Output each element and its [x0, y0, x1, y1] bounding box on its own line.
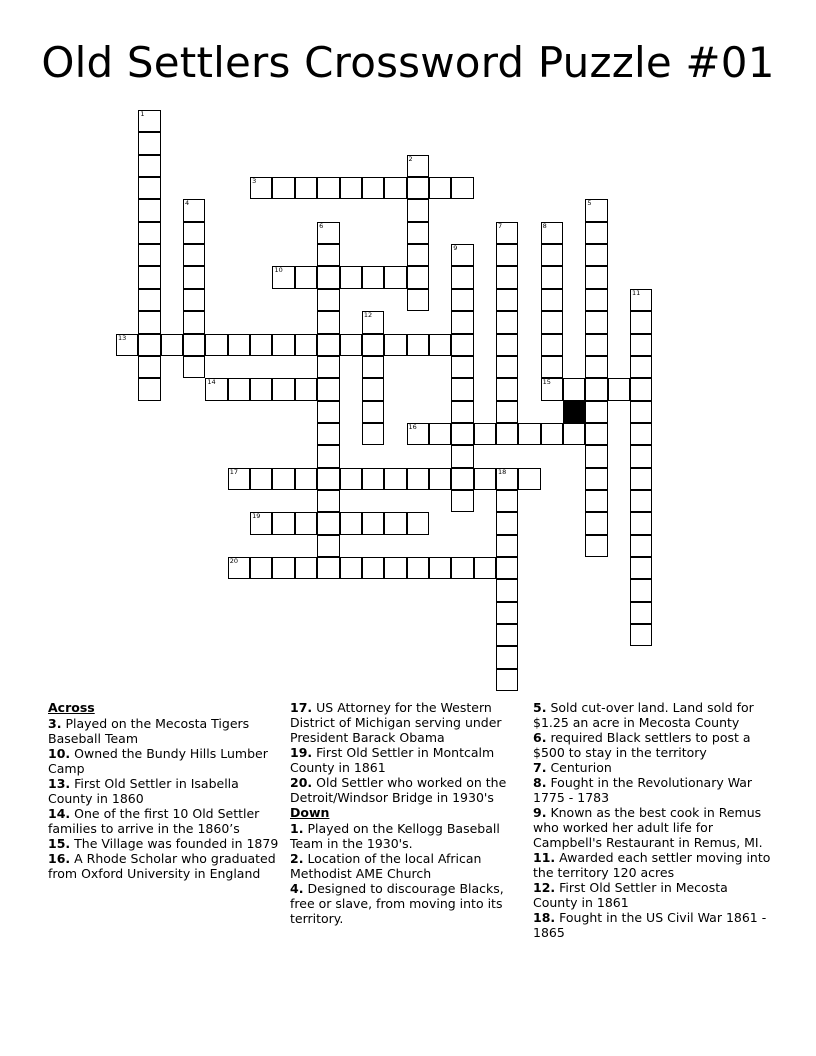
- grid-cell[interactable]: [228, 557, 250, 579]
- grid-cell[interactable]: [585, 378, 607, 400]
- grid-cell[interactable]: [474, 468, 496, 490]
- grid-cell[interactable]: [317, 557, 339, 579]
- grid-cell[interactable]: [205, 378, 227, 400]
- grid-cell[interactable]: [474, 557, 496, 579]
- grid-cell[interactable]: [317, 445, 339, 467]
- clue-across-13: 13. First Old Settler in Isabella County in 1860: [48, 776, 239, 806]
- grid-cell[interactable]: [250, 512, 272, 534]
- grid-cell[interactable]: [317, 289, 339, 311]
- grid-cell[interactable]: [451, 356, 473, 378]
- clue-down-1: 1. Played on the Kellogg Baseball Team in the 1930's.: [290, 821, 500, 851]
- clue-number: 13: [118, 333, 127, 342]
- clue-across-14: 14. One of the first 10 Old Settler families to arrive in the 1860’s: [48, 806, 260, 836]
- grid-cell[interactable]: [451, 266, 473, 288]
- grid-cell[interactable]: [250, 468, 272, 490]
- grid-cell[interactable]: [362, 378, 384, 400]
- grid-cell[interactable]: [451, 177, 473, 199]
- grid-cell[interactable]: [585, 222, 607, 244]
- grid-cell[interactable]: [183, 289, 205, 311]
- grid-cell[interactable]: [630, 356, 652, 378]
- grid-cell[interactable]: [429, 468, 451, 490]
- grid-cell[interactable]: [451, 289, 473, 311]
- grid-cell[interactable]: [272, 378, 294, 400]
- clue-down-11: 11. Awarded each settler moving into the territory 120 acres: [533, 850, 771, 880]
- grid-cell[interactable]: [496, 334, 518, 356]
- clue-across-17: 17. US Attorney for the Western District of Michigan serving under President Barack Obama: [290, 700, 502, 745]
- grid-cell[interactable]: [451, 244, 473, 266]
- grid-cell[interactable]: [205, 334, 227, 356]
- grid-cell[interactable]: [585, 199, 607, 221]
- grid-cell[interactable]: [362, 557, 384, 579]
- grid-cell[interactable]: [384, 512, 406, 534]
- grid-cell[interactable]: [340, 468, 362, 490]
- grid-cell[interactable]: [362, 356, 384, 378]
- grid-cell[interactable]: [138, 110, 160, 132]
- clue-number: 14: [207, 378, 216, 387]
- grid-cell[interactable]: [630, 624, 652, 646]
- grid-cell[interactable]: [496, 378, 518, 400]
- grid-cell[interactable]: [585, 490, 607, 512]
- grid-cell[interactable]: [228, 334, 250, 356]
- grid-cell[interactable]: [630, 378, 652, 400]
- grid-cell[interactable]: [496, 579, 518, 601]
- clue-across-16: 16. A Rhode Scholar who graduated from Oxford University in England: [48, 851, 276, 881]
- grid-cell[interactable]: [496, 512, 518, 534]
- grid-cell[interactable]: [585, 289, 607, 311]
- grid-cell[interactable]: [340, 177, 362, 199]
- grid-cell[interactable]: [317, 468, 339, 490]
- grid-cell[interactable]: [496, 222, 518, 244]
- grid-cell[interactable]: [407, 155, 429, 177]
- grid-cell[interactable]: [295, 266, 317, 288]
- grid-cell[interactable]: [630, 579, 652, 601]
- grid-cell[interactable]: [295, 177, 317, 199]
- grid-cell[interactable]: [407, 222, 429, 244]
- grid-cell[interactable]: [317, 311, 339, 333]
- grid-cell[interactable]: [585, 266, 607, 288]
- grid-cell[interactable]: [541, 311, 563, 333]
- clue-number: 6: [319, 221, 324, 230]
- grid-cell[interactable]: [608, 378, 630, 400]
- grid-cell[interactable]: [541, 222, 563, 244]
- clue-number: 16: [408, 422, 417, 431]
- grid-cell[interactable]: [496, 557, 518, 579]
- grid-cell[interactable]: [317, 222, 339, 244]
- grid-cell[interactable]: [451, 557, 473, 579]
- grid-cell[interactable]: [295, 557, 317, 579]
- clue-across-10: 10. Owned the Bundy Hills Lumber Camp: [48, 746, 268, 776]
- grid-cell[interactable]: [138, 378, 160, 400]
- grid-cell[interactable]: [496, 266, 518, 288]
- grid-cell[interactable]: [541, 244, 563, 266]
- clue-column-3: [533, 700, 773, 940]
- grid-cell[interactable]: [630, 468, 652, 490]
- grid-cell[interactable]: [295, 378, 317, 400]
- grid-cell[interactable]: [250, 334, 272, 356]
- down-header: Down: [290, 805, 330, 820]
- grid-cell[interactable]: [541, 334, 563, 356]
- grid-cell[interactable]: [496, 535, 518, 557]
- grid-cell[interactable]: [407, 244, 429, 266]
- grid-cell[interactable]: [138, 155, 160, 177]
- grid-cell[interactable]: [541, 289, 563, 311]
- grid-cell[interactable]: [138, 289, 160, 311]
- grid-cell[interactable]: [451, 334, 473, 356]
- grid-cell[interactable]: [630, 445, 652, 467]
- grid-cell[interactable]: [362, 512, 384, 534]
- grid-cell[interactable]: [407, 423, 429, 445]
- grid-cell[interactable]: [407, 289, 429, 311]
- grid-cell[interactable]: [630, 602, 652, 624]
- grid-cell[interactable]: [272, 266, 294, 288]
- grid-cell[interactable]: [362, 266, 384, 288]
- clue-down-7: 7. Centurion: [533, 760, 612, 775]
- grid-cell[interactable]: [317, 334, 339, 356]
- grid-cell[interactable]: [138, 244, 160, 266]
- clue-column-1: [48, 700, 283, 881]
- grid-cell[interactable]: [585, 535, 607, 557]
- grid-cell[interactable]: [474, 423, 496, 445]
- clue-down-12: 12. First Old Settler in Mecosta County in 1861: [533, 880, 728, 910]
- grid-cell[interactable]: [138, 222, 160, 244]
- grid-cell[interactable]: [161, 334, 183, 356]
- grid-cell[interactable]: [585, 468, 607, 490]
- clue-across-15: 15. The Village was founded in 1879: [48, 836, 279, 851]
- grid-cell[interactable]: [228, 378, 250, 400]
- grid-cell[interactable]: [116, 334, 138, 356]
- grid-cell[interactable]: [563, 378, 585, 400]
- grid-cell[interactable]: [407, 512, 429, 534]
- clue-number: 3: [252, 177, 257, 186]
- grid-cell[interactable]: [541, 266, 563, 288]
- grid-cell[interactable]: [295, 512, 317, 534]
- grid-cell[interactable]: [451, 445, 473, 467]
- grid-cell[interactable]: [138, 177, 160, 199]
- grid-cell[interactable]: [272, 557, 294, 579]
- clue-column-2: [290, 700, 522, 926]
- grid-cell[interactable]: [451, 378, 473, 400]
- clue-number: 8: [542, 221, 547, 230]
- clue-number: 12: [363, 311, 373, 320]
- grid-cell[interactable]: [362, 401, 384, 423]
- grid-cell[interactable]: [630, 311, 652, 333]
- grid-cell[interactable]: [496, 401, 518, 423]
- grid-cell[interactable]: [563, 423, 585, 445]
- clue-down-5: 5. Sold cut-over land. Land sold for $1.25 an acre in Mecosta County: [533, 700, 754, 730]
- clue-number: 17: [229, 467, 239, 476]
- clue-down-2: 2. Location of the local African Methodist AME Church: [290, 851, 482, 881]
- grid-cell[interactable]: [317, 356, 339, 378]
- grid-cell[interactable]: [407, 557, 429, 579]
- grid-cell[interactable]: [630, 512, 652, 534]
- grid-cell[interactable]: [518, 468, 540, 490]
- grid-cell[interactable]: [496, 468, 518, 490]
- clue-down-9: 9. Known as the best cook in Remus who worked her adult life for Campbell's Restaurant in Remus, MI.: [533, 805, 763, 850]
- grid-cell[interactable]: [585, 311, 607, 333]
- grid-cell[interactable]: [451, 468, 473, 490]
- clue-down-18: 18. Fought in the US Civil War 1861 - 1865: [533, 910, 767, 940]
- grid-cell[interactable]: [496, 602, 518, 624]
- grid-cell[interactable]: [183, 199, 205, 221]
- grid-cell[interactable]: [429, 334, 451, 356]
- grid-cell[interactable]: [630, 401, 652, 423]
- grid-cell[interactable]: [362, 177, 384, 199]
- grid-cell[interactable]: [585, 244, 607, 266]
- grid-cell[interactable]: [295, 334, 317, 356]
- grid-cell[interactable]: [496, 356, 518, 378]
- grid-cell[interactable]: [585, 512, 607, 534]
- grid-cell[interactable]: [272, 468, 294, 490]
- grid-cell[interactable]: [362, 311, 384, 333]
- grid-cell[interactable]: [228, 468, 250, 490]
- grid-cell[interactable]: [384, 468, 406, 490]
- grid-cell[interactable]: [340, 334, 362, 356]
- grid-cell[interactable]: [250, 177, 272, 199]
- grid-cell[interactable]: [429, 557, 451, 579]
- grid-cell[interactable]: [496, 490, 518, 512]
- grid-cell[interactable]: [407, 266, 429, 288]
- clue-number: 1: [140, 110, 145, 118]
- grid-cell[interactable]: [340, 512, 362, 534]
- clue-number: 10: [274, 266, 283, 275]
- black-cell: [563, 401, 585, 423]
- grid-cell[interactable]: [317, 378, 339, 400]
- grid-cell[interactable]: [138, 356, 160, 378]
- grid-cell[interactable]: [407, 199, 429, 221]
- grid-cell[interactable]: [407, 468, 429, 490]
- clue-number: 19: [252, 512, 261, 521]
- grid-cell[interactable]: [183, 266, 205, 288]
- grid-cell[interactable]: [541, 423, 563, 445]
- grid-cell[interactable]: [183, 356, 205, 378]
- grid-cell[interactable]: [183, 311, 205, 333]
- grid-cell[interactable]: [384, 334, 406, 356]
- grid-cell[interactable]: [317, 266, 339, 288]
- grid-cell[interactable]: [272, 512, 294, 534]
- grid-cell[interactable]: [541, 356, 563, 378]
- grid-cell[interactable]: [496, 669, 518, 691]
- clue-down-6: 6. required Black settlers to post a $500 to stay in the territory: [533, 730, 751, 760]
- grid-cell[interactable]: [317, 177, 339, 199]
- clue-across-20: 20. Old Settler who worked on the Detroit/Windsor Bridge in 1930's: [290, 775, 507, 805]
- grid-cell[interactable]: [138, 266, 160, 288]
- grid-cell[interactable]: [496, 311, 518, 333]
- grid-cell[interactable]: [496, 289, 518, 311]
- clue-down-8: 8. Fought in the Revolutionary War 1775 - 1783: [533, 775, 753, 805]
- clue-across-19: 19. First Old Settler in Montcalm County in 1861: [290, 745, 495, 775]
- grid-cell[interactable]: [362, 334, 384, 356]
- clue-number: 15: [542, 378, 551, 387]
- grid-cell[interactable]: [630, 490, 652, 512]
- grid-cell[interactable]: [541, 378, 563, 400]
- grid-cell[interactable]: [451, 401, 473, 423]
- grid-cell[interactable]: [585, 401, 607, 423]
- grid-cell[interactable]: [250, 378, 272, 400]
- grid-cell[interactable]: [317, 512, 339, 534]
- clue-down-4: 4. Designed to discourage Blacks, free or slave, from moving into its territory.: [290, 881, 504, 926]
- grid-cell[interactable]: [630, 423, 652, 445]
- clue-number: 11: [632, 288, 641, 297]
- grid-cell[interactable]: [340, 557, 362, 579]
- grid-cell[interactable]: [585, 445, 607, 467]
- grid-cell[interactable]: [138, 132, 160, 154]
- grid-cell[interactable]: [384, 177, 406, 199]
- clue-number: 4: [185, 199, 190, 208]
- grid-cell[interactable]: [630, 557, 652, 579]
- grid-cell[interactable]: [317, 401, 339, 423]
- grid-cell[interactable]: [585, 423, 607, 445]
- grid-cell[interactable]: [362, 468, 384, 490]
- grid-cell[interactable]: [496, 646, 518, 668]
- page-title: Old Settlers Crossword Puzzle #01: [41, 38, 775, 87]
- clue-number: 9: [453, 244, 458, 253]
- grid-cell[interactable]: [317, 244, 339, 266]
- grid-cell[interactable]: [317, 423, 339, 445]
- grid-cell[interactable]: [630, 535, 652, 557]
- grid-cell[interactable]: [630, 289, 652, 311]
- clue-number: 5: [587, 199, 592, 208]
- grid-cell[interactable]: [429, 177, 451, 199]
- grid-cell[interactable]: [585, 356, 607, 378]
- grid-cell[interactable]: [295, 468, 317, 490]
- grid-cell[interactable]: [183, 222, 205, 244]
- grid-cell[interactable]: [138, 311, 160, 333]
- grid-cell[interactable]: [451, 423, 473, 445]
- clue-number: 18: [497, 467, 507, 476]
- across-header: Across: [48, 700, 95, 715]
- grid-cell[interactable]: [451, 311, 473, 333]
- grid-cell[interactable]: [496, 624, 518, 646]
- grid-cell[interactable]: [183, 244, 205, 266]
- grid-cell[interactable]: [407, 177, 429, 199]
- grid-cell[interactable]: [138, 199, 160, 221]
- grid-cell[interactable]: [496, 423, 518, 445]
- clue-number: 2: [408, 154, 413, 163]
- grid-cell[interactable]: [585, 334, 607, 356]
- grid-cell[interactable]: [518, 423, 540, 445]
- clue-number: 20: [229, 557, 239, 565]
- grid-cell[interactable]: [138, 334, 160, 356]
- grid-cell[interactable]: [272, 334, 294, 356]
- clue-across-3: 3. Played on the Mecosta Tigers Baseball Team: [48, 716, 250, 746]
- grid-cell[interactable]: [250, 557, 272, 579]
- grid-cell[interactable]: [407, 334, 429, 356]
- grid-cell[interactable]: [630, 334, 652, 356]
- grid-cell[interactable]: [317, 490, 339, 512]
- grid-cell[interactable]: [451, 490, 473, 512]
- grid-cell[interactable]: [362, 423, 384, 445]
- grid-cell[interactable]: [340, 266, 362, 288]
- grid-cell[interactable]: [317, 535, 339, 557]
- grid-cell[interactable]: [272, 177, 294, 199]
- grid-cell[interactable]: [183, 334, 205, 356]
- clue-number: 7: [497, 221, 503, 230]
- grid-cell[interactable]: [429, 423, 451, 445]
- grid-cell[interactable]: [496, 244, 518, 266]
- grid-cell[interactable]: [384, 557, 406, 579]
- grid-cell[interactable]: [384, 266, 406, 288]
